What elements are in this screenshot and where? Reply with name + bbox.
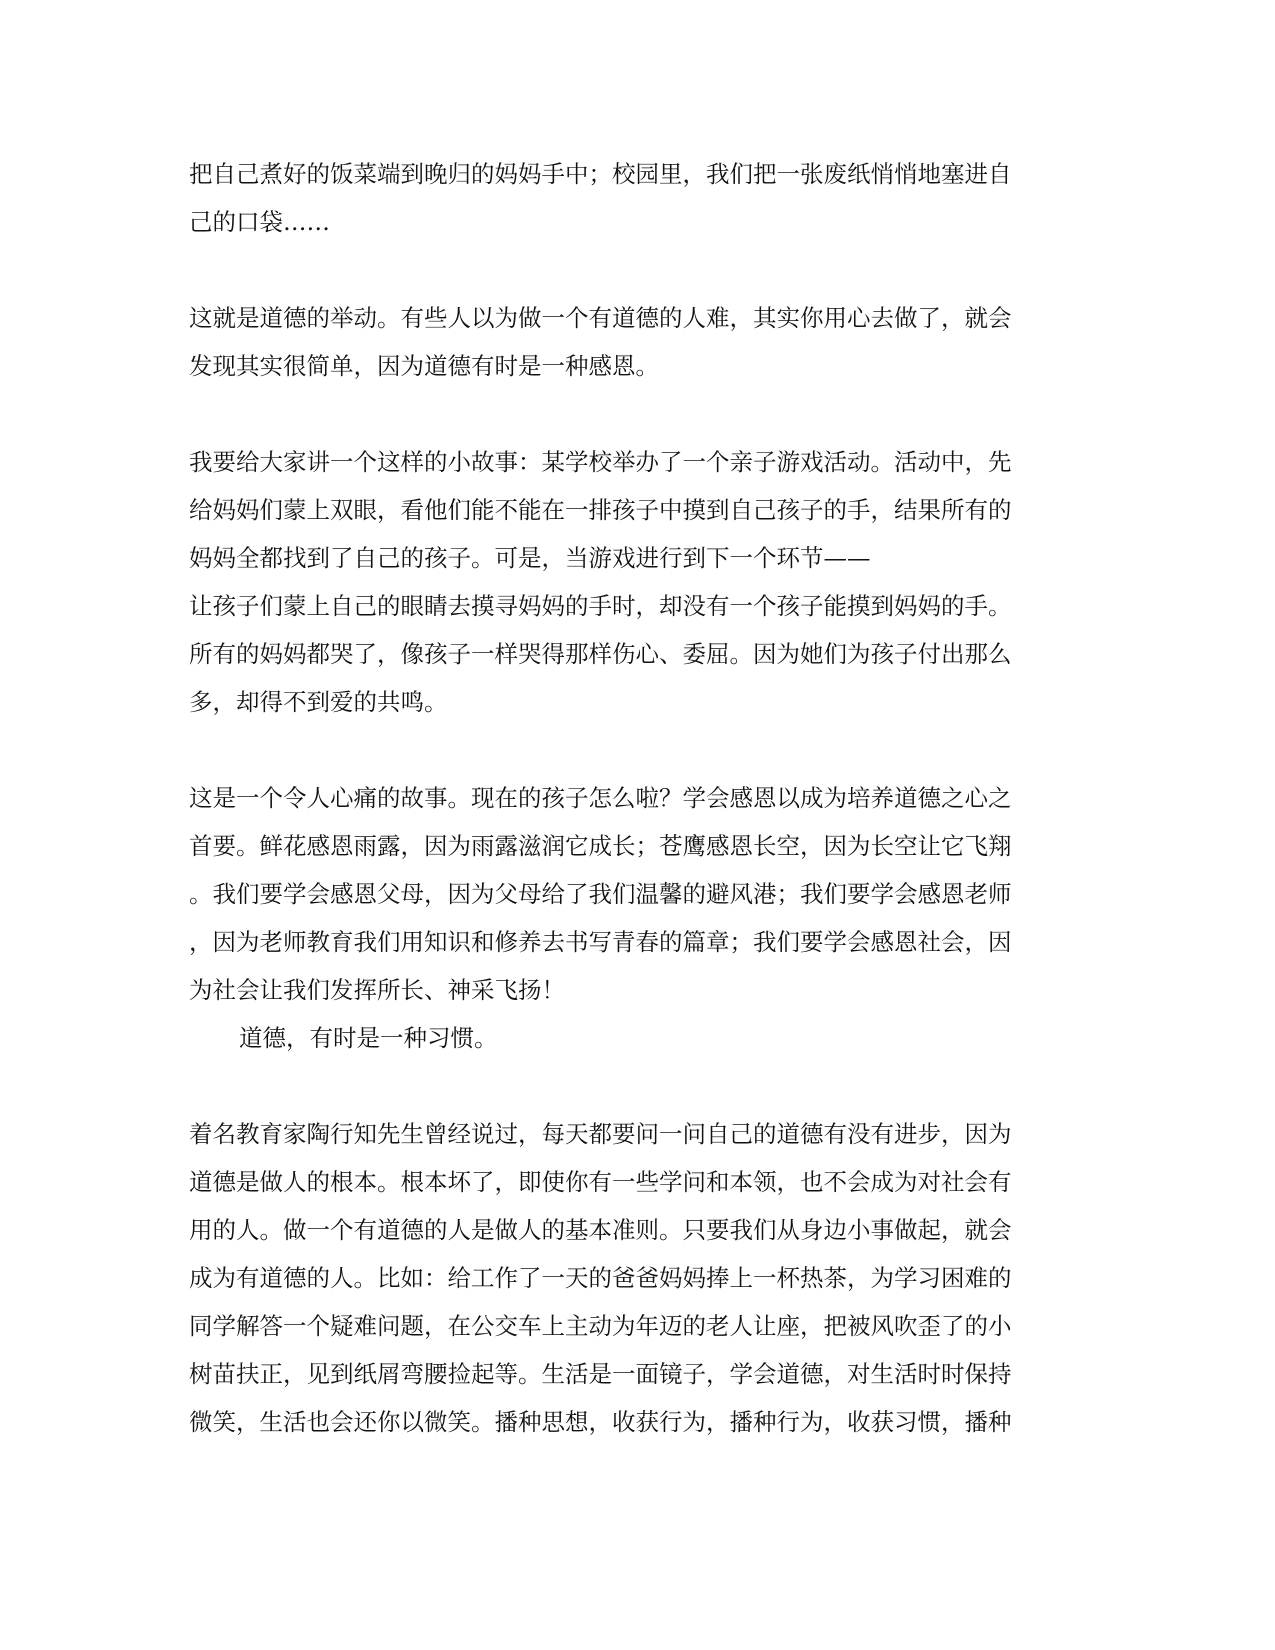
text-line: 这是一个令人心痛的故事。现在的孩子怎么啦？学会感恩以成为培养道德之心之 [189, 784, 1012, 812]
paragraph-4 [189, 774, 1069, 1014]
text-line: 同学解答一个疑难问题，在公交车上主动为年迈的老人让座，把被风吹歪了的小 [189, 1312, 1012, 1340]
paragraph-1 [189, 150, 1069, 246]
text-line: 多，却得不到爱的共鸣。 [189, 688, 448, 716]
text-line: 道德是做人的根本。根本坏了，即使你有一些学问和本领，也不会成为对社会有 [189, 1168, 1012, 1196]
text-line: ，因为老师教育我们用知识和修养去书写青春的篇章；我们要学会感恩社会，因 [189, 928, 1012, 956]
text-line: 所有的妈妈都哭了，像孩子一样哭得那样伤心、委屈。因为她们为孩子付出那么 [189, 640, 1012, 668]
paragraph-gap [189, 1062, 1069, 1110]
text-line: 首要。鲜花感恩雨露，因为雨露滋润它成长；苍鹰感恩长空，因为长空让它飞翔 [189, 832, 1012, 860]
paragraph-gap [189, 390, 1069, 438]
text-line: 道德，有时是一种习惯。 [239, 1024, 498, 1052]
paragraph-3 [189, 438, 1069, 726]
text-line: 成为有道德的人。比如：给工作了一天的爸爸妈妈捧上一杯热茶，为学习困难的 [189, 1264, 1012, 1292]
text-line: 己的口袋…… [189, 208, 330, 236]
text-line: 。我们要学会感恩父母，因为父母给了我们温馨的避风港；我们要学会感恩老师 [189, 880, 1012, 908]
text-line: 用的人。做一个有道德的人是做人的基本准则。只要我们从身边小事做起，就会 [189, 1216, 1012, 1244]
text-line: 妈妈全都找到了自己的孩子。可是，当游戏进行到下一个环节—— [189, 544, 871, 572]
text-line: 给妈妈们蒙上双眼，看他们能不能在一排孩子中摸到自己孩子的手，结果所有的 [189, 496, 1012, 524]
body-text [189, 150, 1069, 1446]
paragraph-2 [189, 294, 1069, 390]
text-line: 着名教育家陶行知先生曾经说过，每天都要问一问自己的道德有没有进步，因为 [189, 1120, 1012, 1148]
paragraph-gap [189, 246, 1069, 294]
paragraph-gap [189, 726, 1069, 774]
text-line: 把自己煮好的饭菜端到晚归的妈妈手中；校园里，我们把一张废纸悄悄地塞进自 [189, 160, 1012, 188]
paragraph-5 [189, 1014, 1069, 1062]
text-line: 让孩子们蒙上自己的眼睛去摸寻妈妈的手时，却没有一个孩子能摸到妈妈的手。 [189, 592, 1012, 620]
text-line: 我要给大家讲一个这样的小故事：某学校举办了一个亲子游戏活动。活动中，先 [189, 448, 1012, 476]
text-line: 微笑，生活也会还你以微笑。播种思想，收获行为，播种行为，收获习惯，播种 [189, 1408, 1012, 1436]
text-line: 树苗扶正，见到纸屑弯腰捡起等。生活是一面镜子，学会道德，对生活时时保持 [189, 1360, 1012, 1388]
text-line: 这就是道德的举动。有些人以为做一个有道德的人难，其实你用心去做了，就会 [189, 304, 1012, 332]
text-line: 为社会让我们发挥所长、神采飞扬！ [189, 976, 565, 1004]
text-line: 发现其实很简单，因为道德有时是一种感恩。 [189, 352, 659, 380]
paragraph-6 [189, 1110, 1069, 1446]
